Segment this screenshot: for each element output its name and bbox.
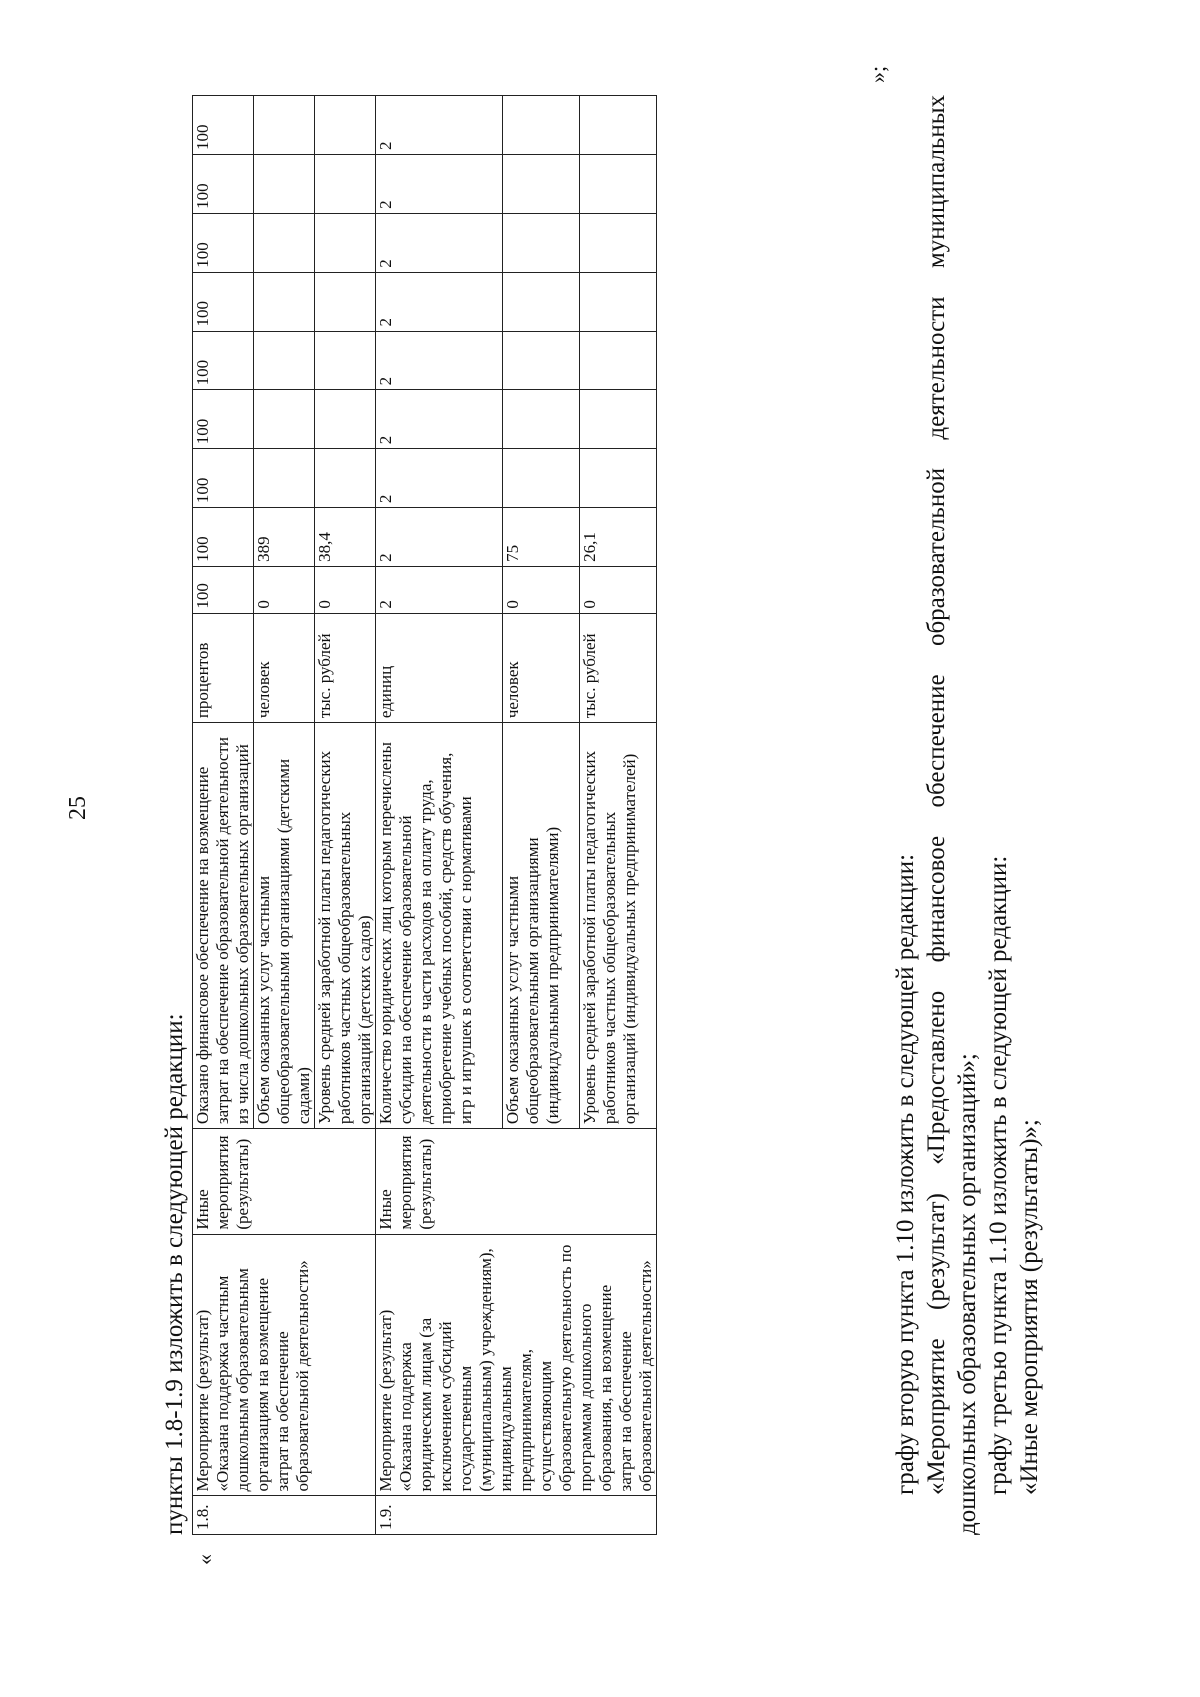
indicator-text: Уровень средней заработной платы педагогических работников частных общеобразовательных организаций (индивидуальных предпринимателей)	[580, 723, 657, 1129]
value-cell: 2	[376, 449, 503, 508]
measure-type: Иные мероприятия (результаты)	[376, 1129, 657, 1235]
value-cell	[503, 390, 580, 449]
value-cell: 100	[193, 331, 254, 390]
value-cell: 100	[193, 155, 254, 214]
indicator-unit: человек	[503, 613, 580, 723]
value-cell	[503, 96, 580, 155]
paragraph: графу вторую пункта 1.10 изложить в следующей редакции:	[892, 853, 919, 1495]
value-cell	[503, 272, 580, 331]
value-cell: 2	[376, 331, 503, 390]
table-row	[193, 96, 254, 1535]
value-cell: 26,1	[580, 508, 657, 567]
indicator-text: Уровень средней заработной платы педагогических работников частных общеобразовательных организаций (детских садов)	[315, 723, 376, 1129]
close-quote: »;	[865, 65, 890, 83]
measures-table	[192, 95, 657, 1535]
indicator-text: Объем оказанных услуг частными общеобразовательными организациями (индивидуальными предпринимателями)	[503, 723, 580, 1129]
value-cell	[580, 449, 657, 508]
value-cell	[315, 96, 376, 155]
value-cell	[315, 449, 376, 508]
value-cell	[580, 155, 657, 214]
value-cell: 2	[376, 508, 503, 567]
value-cell: 100	[193, 213, 254, 272]
value-cell: 2	[376, 390, 503, 449]
indicator-unit: тыс. рублей	[580, 613, 657, 723]
value-cell	[254, 155, 315, 214]
value-cell: 100	[193, 96, 254, 155]
value-cell: 2	[376, 272, 503, 331]
value-cell: 2	[376, 213, 503, 272]
value-cell: 0	[503, 566, 580, 613]
page-number: 25	[65, 796, 91, 820]
value-cell: 0	[315, 566, 376, 613]
value-cell	[254, 331, 315, 390]
value-cell	[580, 213, 657, 272]
paragraph: «Иные мероприятия (результаты)»;	[1016, 1119, 1043, 1495]
indicator-unit: человек	[254, 613, 315, 723]
indicator-unit: тыс. рублей	[315, 613, 376, 723]
value-cell	[580, 96, 657, 155]
value-cell	[580, 272, 657, 331]
value-cell	[254, 390, 315, 449]
indicator-unit: процентов	[193, 613, 254, 723]
value-cell: 100	[193, 272, 254, 331]
value-cell: 0	[580, 566, 657, 613]
value-cell: 100	[193, 508, 254, 567]
table-row	[376, 96, 503, 1535]
value-cell	[315, 213, 376, 272]
rotated-content	[160, 65, 1043, 1565]
indicator-text: Количество юридических лиц которым перечислены субсидии на обеспечение образовательной деятельности в части расходов на оплату труда, приобретение учебных пособий, средств обучения, игр и игрушек в соответствии с нормативами	[376, 723, 503, 1129]
value-cell: 2	[376, 155, 503, 214]
value-cell	[254, 449, 315, 508]
value-cell: 100	[193, 566, 254, 613]
value-cell: 100	[193, 390, 254, 449]
value-cell	[254, 272, 315, 331]
value-cell	[315, 155, 376, 214]
value-cell	[503, 155, 580, 214]
value-cell	[315, 390, 376, 449]
open-quote: «	[192, 1554, 217, 1565]
indicator-text: Оказано финансовое обеспечение на возмещение затрат на обеспечение образовательной деятельности из числа дошкольных образовательных организаций	[193, 723, 254, 1129]
value-cell	[254, 96, 315, 155]
measure-name: Мероприятие (результат) «Оказана поддержка юридическим лицам (за исключением субсидий государственным (муниципальным) учреждениям), индивидуальным предпринимателям, осуществляющим образовательную деятельность по программам дошкольного образования, на возмещение затрат на обеспечение образовательной деятельности»	[376, 1234, 657, 1496]
value-cell	[315, 272, 376, 331]
value-cell: 2	[376, 566, 503, 613]
paragraph: дошкольных образовательных организаций»;	[954, 1053, 981, 1535]
value-cell	[503, 213, 580, 272]
row-number: 1.8.	[193, 1496, 376, 1535]
value-cell	[315, 331, 376, 390]
paragraph: «Мероприятие (результат) «Предоставлено финансовое обеспечение образовательной деятельности муниципальных	[923, 95, 950, 1495]
intro-text: пункты 1.8-1.9 изложить в следующей редакции:	[161, 1013, 188, 1535]
value-cell	[580, 331, 657, 390]
value-cell: 2	[376, 96, 503, 155]
measure-name: Мероприятие (результат) «Оказана поддержка частным дошкольным образовательным организациям на возмещение затрат на обеспечение образовательной деятельности»	[193, 1234, 376, 1496]
paragraph: графу третью пункта 1.10 изложить в следующей редакции:	[985, 855, 1012, 1495]
value-cell	[503, 331, 580, 390]
indicator-text: Объем оказанных услуг частными общеобразовательными организациями (детскими садами)	[254, 723, 315, 1129]
value-cell: 38,4	[315, 508, 376, 567]
measure-type: Иные мероприятия (результаты)	[193, 1129, 376, 1235]
row-number: 1.9.	[376, 1496, 657, 1535]
value-cell	[503, 449, 580, 508]
value-cell: 75	[503, 508, 580, 567]
indicator-unit: единиц	[376, 613, 503, 723]
value-cell	[254, 213, 315, 272]
value-cell: 389	[254, 508, 315, 567]
value-cell	[580, 390, 657, 449]
amendment-text	[890, 95, 1045, 1535]
value-cell: 0	[254, 566, 315, 613]
value-cell: 100	[193, 449, 254, 508]
